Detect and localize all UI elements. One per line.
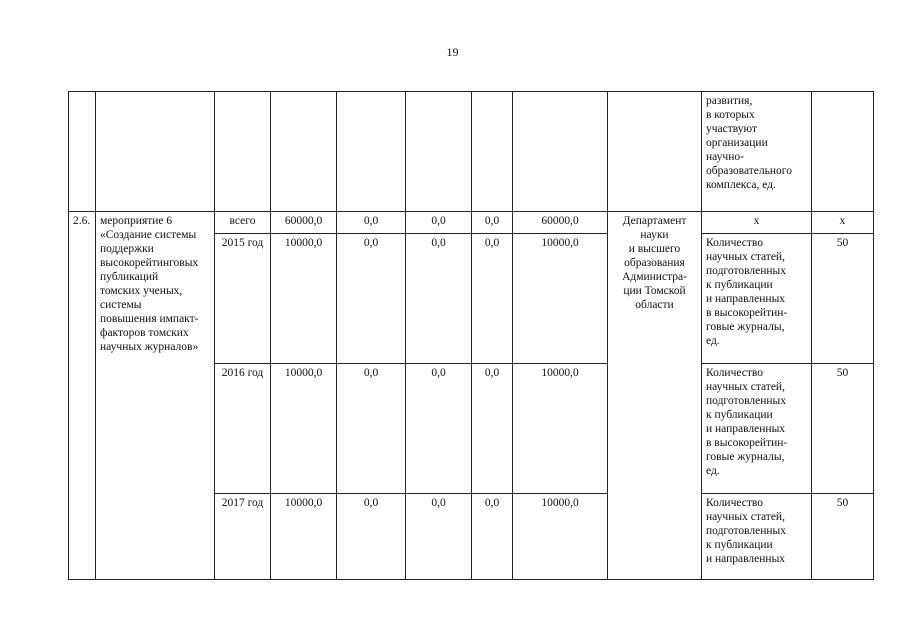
empty-cell [69, 92, 96, 212]
period-cell: всего [215, 212, 271, 234]
total-cell: 10000,0 [271, 494, 337, 580]
funding-cell: 0,0 [406, 234, 472, 364]
funding-cell: 0,0 [472, 494, 513, 580]
measure-title: мероприятие 6 «Создание системы поддержки высокорейтинговых публикаций томских ученых, системы повышения импакт- факторов томских научных журналов» [96, 212, 215, 580]
funding-cell: 0,0 [472, 364, 513, 494]
indicator-cell: х [702, 212, 812, 234]
funding-cell: 60000,0 [513, 212, 608, 234]
total-cell: 10000,0 [271, 234, 337, 364]
period-cell: 2015 год [215, 234, 271, 364]
funding-cell: 0,0 [337, 234, 406, 364]
funding-cell: 10000,0 [513, 234, 608, 364]
period-cell: 2017 год [215, 494, 271, 580]
program-table [68, 91, 874, 580]
empty-cell [337, 92, 406, 212]
funding-cell: 10000,0 [513, 494, 608, 580]
value-cell: 50 [812, 494, 874, 580]
table-row [69, 212, 874, 234]
empty-cell [215, 92, 271, 212]
indicator-cell: Количество научных статей, подготовленных к публикации и направленных [702, 494, 812, 580]
empty-cell [608, 92, 702, 212]
empty-cell [472, 92, 513, 212]
total-cell: 10000,0 [271, 364, 337, 494]
empty-cell [812, 92, 874, 212]
funding-cell: 0,0 [406, 212, 472, 234]
funding-cell: 0,0 [472, 234, 513, 364]
total-cell: 60000,0 [271, 212, 337, 234]
empty-cell [406, 92, 472, 212]
value-cell: х [812, 212, 874, 234]
measure-code: 2.6. [69, 212, 96, 580]
indicator-cell: Количество научных статей, подготовленных к публикации и направленных в высокорейтин- говые журналы, ед. [702, 234, 812, 364]
funding-cell: 0,0 [406, 364, 472, 494]
period-cell: 2016 год [215, 364, 271, 494]
continuation-row [69, 92, 874, 212]
executor-cell: Департамент науки и высшего образования Администра- ции Томской области [608, 212, 702, 580]
funding-cell: 0,0 [337, 212, 406, 234]
empty-cell [513, 92, 608, 212]
value-cell: 50 [812, 234, 874, 364]
funding-cell: 0,0 [472, 212, 513, 234]
empty-cell [96, 92, 215, 212]
funding-cell: 0,0 [337, 494, 406, 580]
empty-cell [271, 92, 337, 212]
value-cell: 50 [812, 364, 874, 494]
page-number: 19 [446, 45, 459, 59]
funding-cell: 0,0 [406, 494, 472, 580]
funding-cell: 0,0 [337, 364, 406, 494]
indicator-cell: развития, в которых участвуют организации научно- образовательного комплекса, ед. [702, 92, 812, 212]
indicator-cell: Количество научных статей, подготовленных к публикации и направленных в высокорейтин- говые журналы, ед. [702, 364, 812, 494]
funding-cell: 10000,0 [513, 364, 608, 494]
